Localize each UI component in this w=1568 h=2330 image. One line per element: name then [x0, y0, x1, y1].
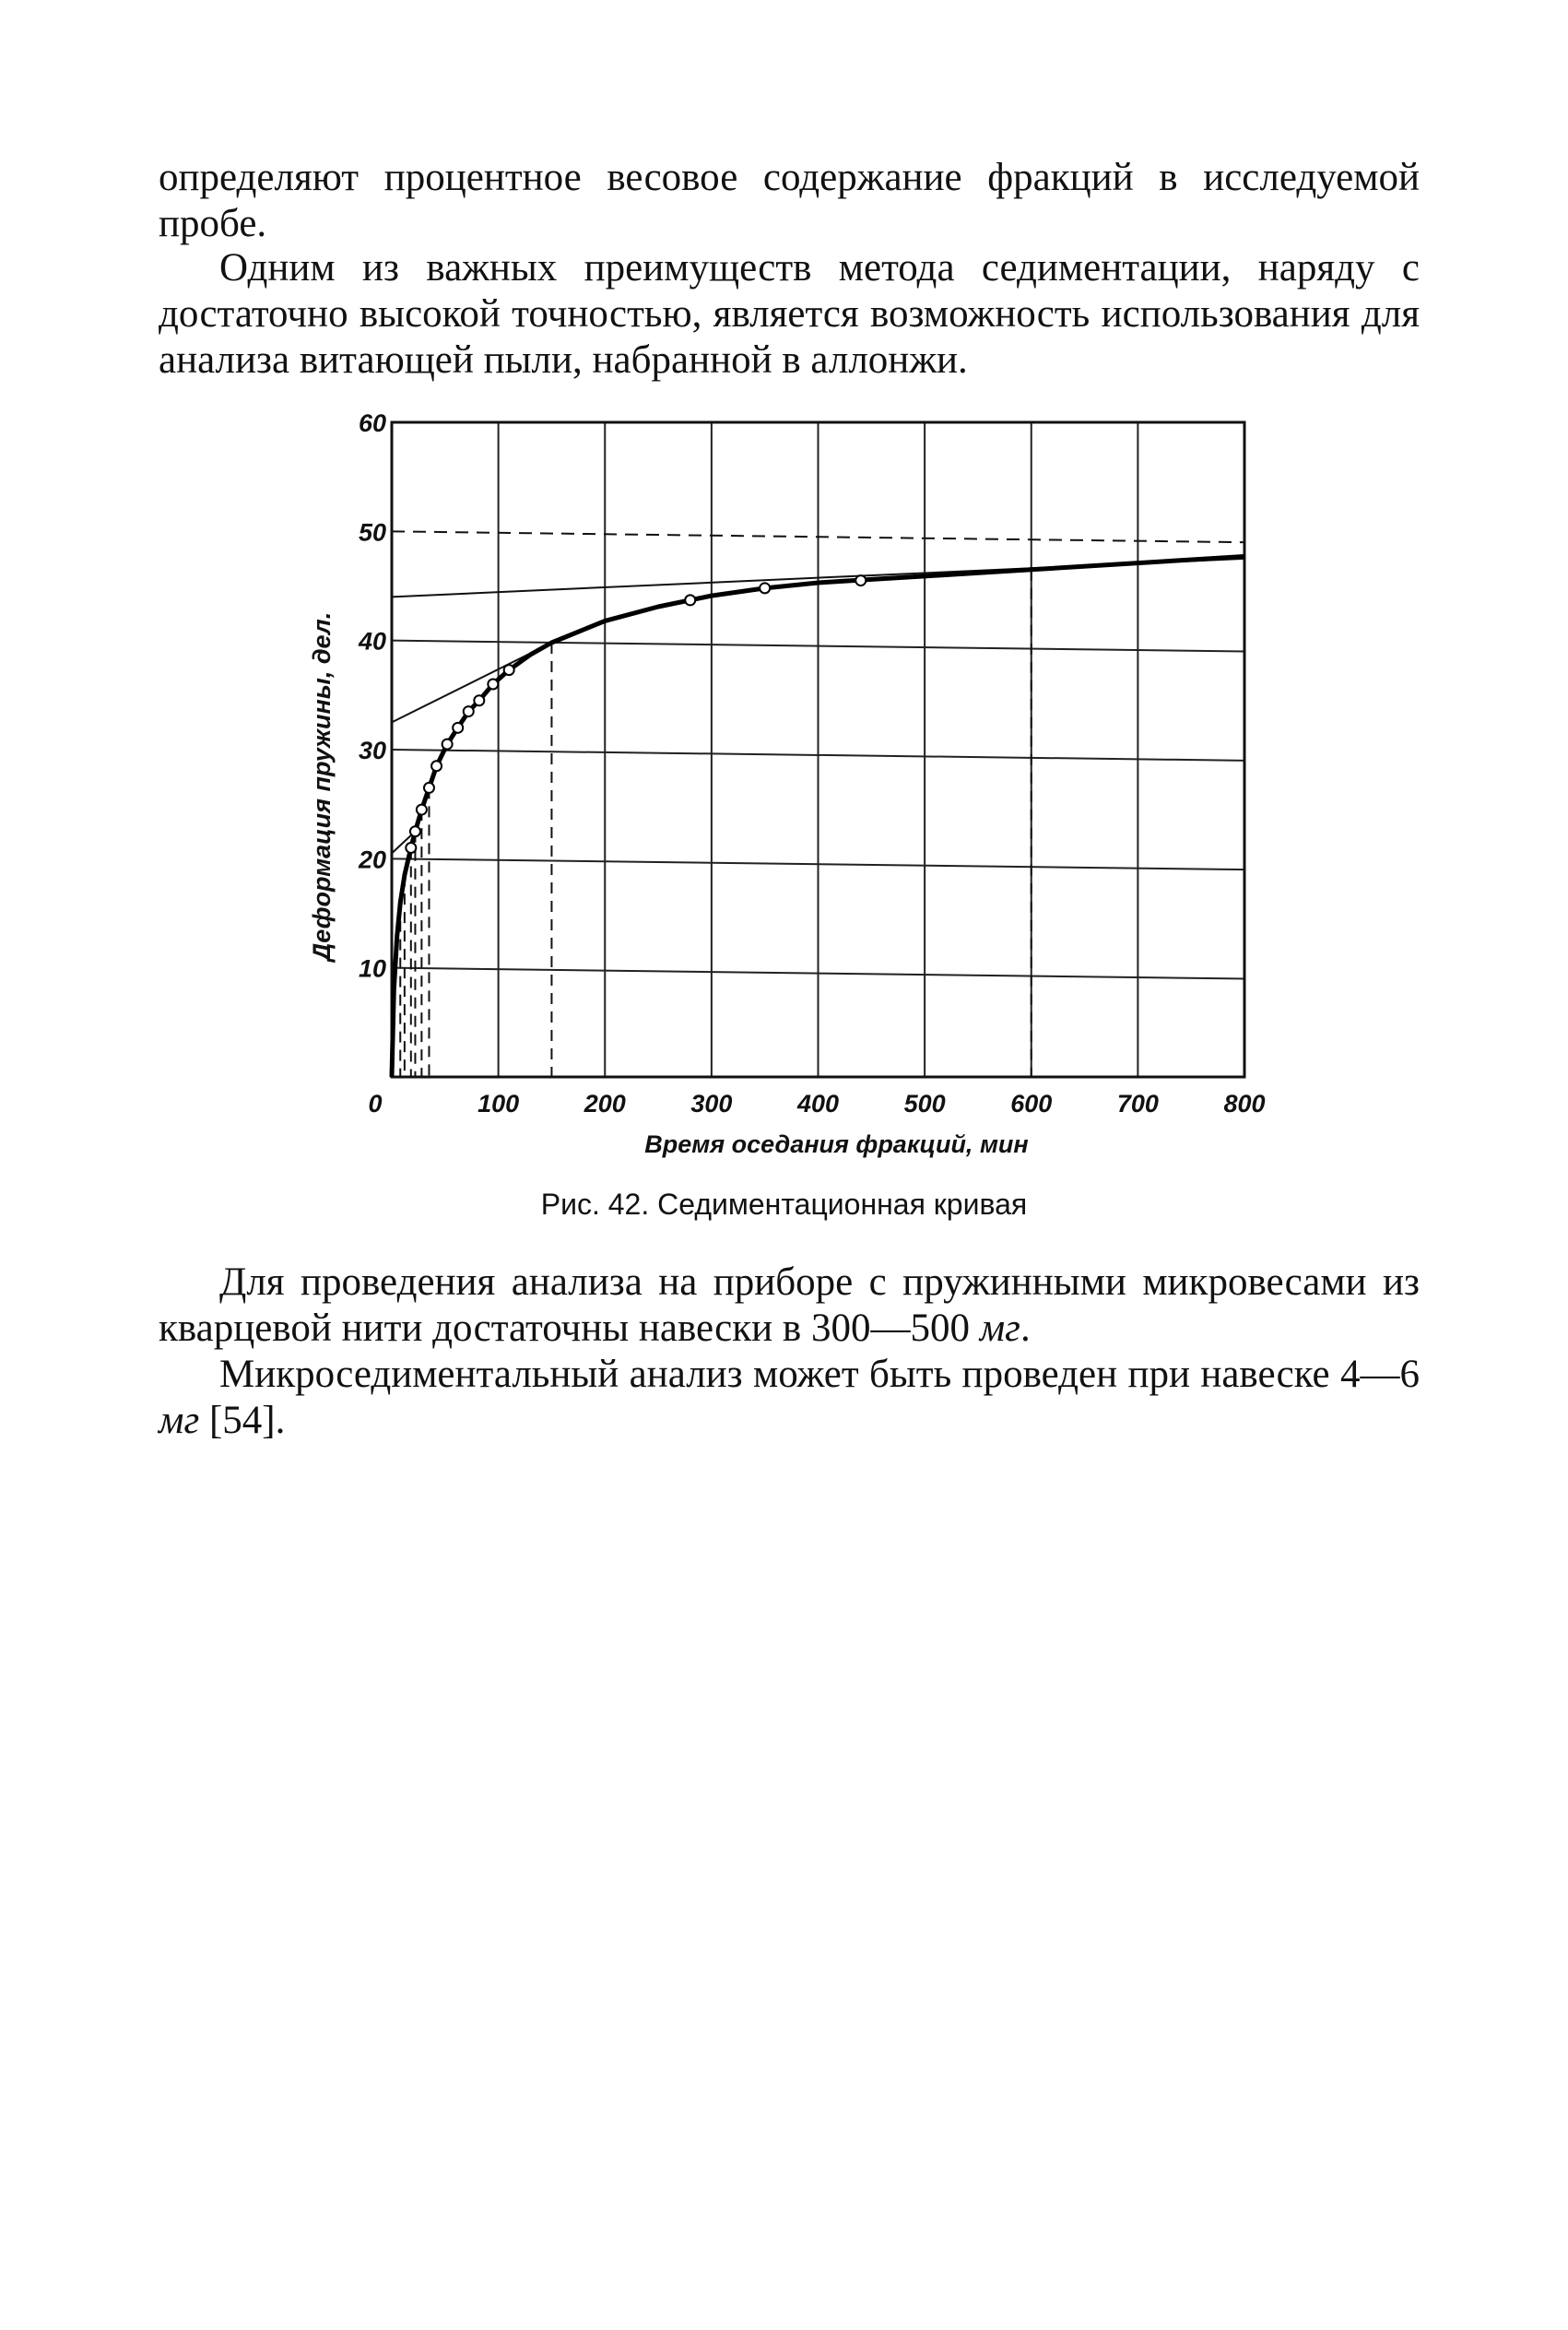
- data-point-marker: [685, 595, 695, 605]
- x-tick-label: 700: [1116, 1090, 1159, 1118]
- figure-caption: Рис. 42. Седиментационная кривая: [540, 1188, 1028, 1221]
- data-point-marker: [504, 665, 514, 675]
- paragraph-4: [159, 1352, 1420, 1444]
- data-point-marker: [424, 783, 434, 793]
- x-tick-label: 600: [1010, 1090, 1053, 1118]
- x-tick-label: 200: [584, 1090, 626, 1118]
- paragraph-3-end: .: [1020, 1307, 1031, 1350]
- x-axis-label: Время оседания фракций, мин: [644, 1130, 1029, 1158]
- paragraph-4-unit: мг: [159, 1399, 200, 1442]
- y-tick-label: 30: [358, 737, 386, 764]
- x-tick-label: 800: [1223, 1090, 1266, 1118]
- data-point-marker: [442, 739, 453, 750]
- paragraph-4-end: [54].: [199, 1399, 286, 1442]
- data-point-marker: [474, 695, 484, 705]
- data-point-marker: [464, 706, 474, 716]
- y-tick-label: 10: [358, 954, 386, 983]
- x-tick-label: 500: [903, 1090, 946, 1118]
- y-tick-label: 40: [358, 627, 386, 656]
- y-tick-label: 20: [358, 846, 386, 874]
- paragraph-3-unit: мг: [979, 1307, 1020, 1350]
- data-point-marker: [760, 583, 770, 593]
- data-point-marker: [453, 723, 463, 733]
- chart-svg: [308, 406, 1291, 1180]
- y-axis-label: Деформация пружины, дел.: [308, 611, 336, 962]
- x-tick-label: 400: [796, 1090, 840, 1118]
- x-tick-label: 100: [477, 1090, 520, 1118]
- paragraph-3-text: Для проведения анализа на приборе с пружинными микровесами из кварцевой нити достаточны навески в 300—500: [159, 1260, 1420, 1350]
- data-point-marker: [410, 826, 420, 836]
- y-tick-label: 50: [358, 518, 386, 547]
- x-tick-label: 0: [368, 1090, 383, 1118]
- paragraph-2: Одним из важных преимуществ метода седиментации, наряду с достаточно высокой точностью, является возможность использования для анализа витающей пыли, набранной в аллонжи.: [159, 246, 1420, 382]
- data-point-marker: [431, 761, 442, 771]
- data-point-marker: [488, 680, 498, 690]
- paragraph-1: определяют процентное весовое содержание фракций в исследуемой пробе.: [159, 156, 1420, 245]
- paragraph-4-text: Микроседиментальный анализ может быть проведен при навеске 4—6: [219, 1353, 1420, 1396]
- y-tick-label: 60: [358, 409, 386, 437]
- paragraph-3: [159, 1260, 1420, 1352]
- data-point-marker: [855, 575, 866, 585]
- data-point-marker: [406, 843, 416, 853]
- data-point-marker: [417, 805, 427, 815]
- sedimentation-chart: [308, 406, 1291, 1180]
- x-tick-label: 300: [690, 1090, 733, 1118]
